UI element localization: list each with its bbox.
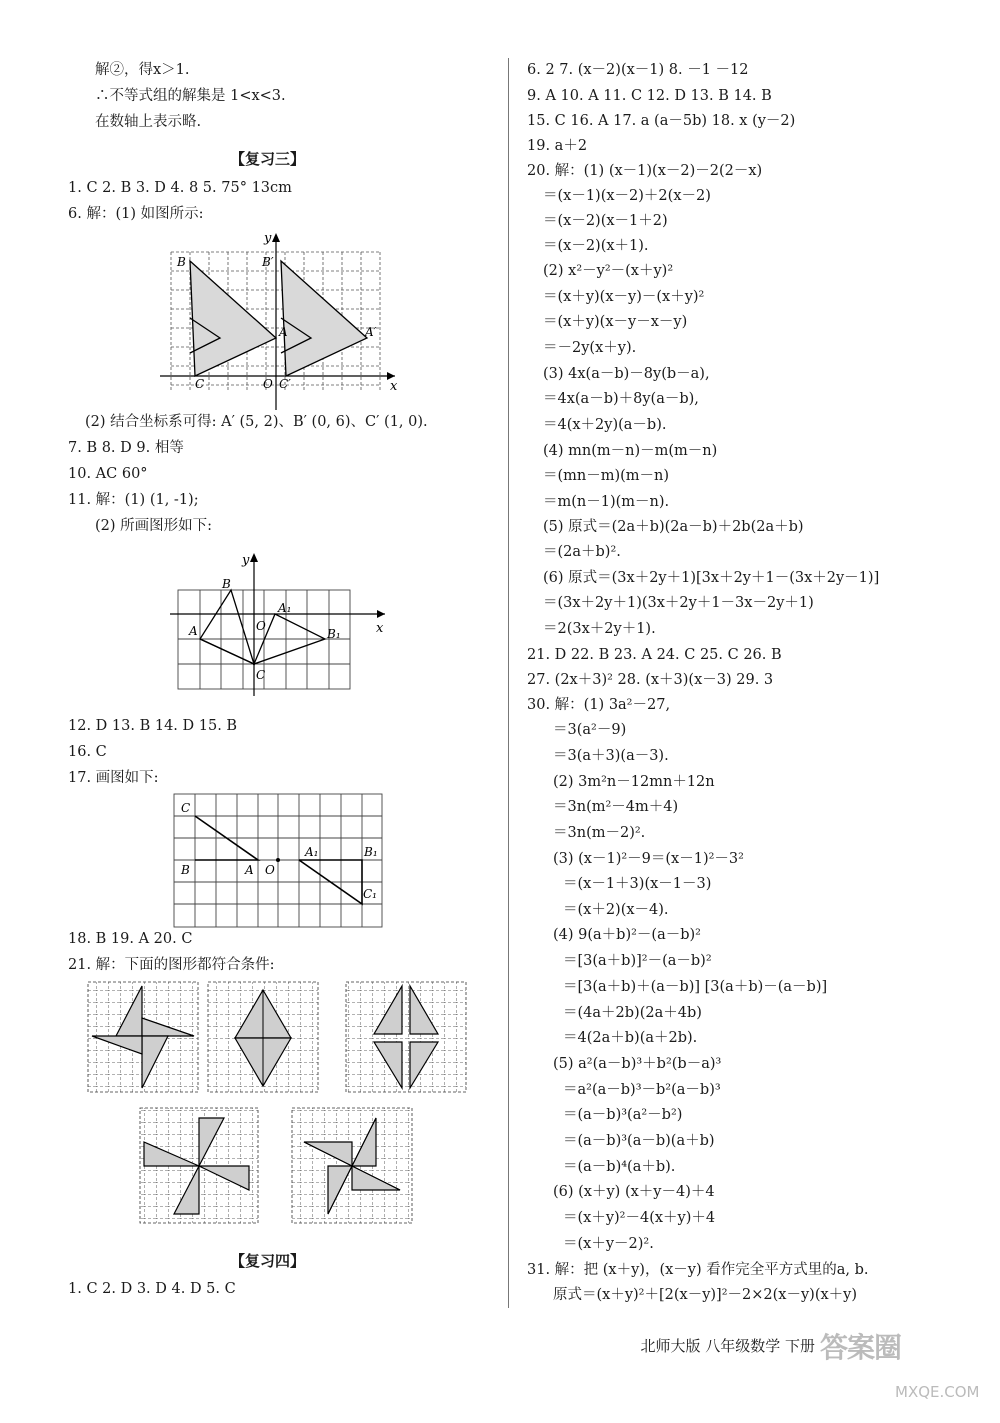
line: (6) (x＋y) (x＋y－4)＋4 xyxy=(553,1184,715,1200)
line: ＝(2a＋b)². xyxy=(543,544,621,560)
point-label: O xyxy=(263,377,273,391)
watermark-site: MXQE.COM xyxy=(895,1383,980,1401)
line: ＝(x＋2)(x－4). xyxy=(563,902,669,918)
axis-label-x: x xyxy=(390,379,398,394)
point-label: A₁ xyxy=(305,845,319,859)
line: ∴不等式组的解集是 1<x<3. xyxy=(95,88,286,104)
point-label: B xyxy=(181,863,190,877)
line: ＝(x＋y)(x－y－x－y) xyxy=(543,314,688,330)
line: ＝4(x＋2y)(a－b). xyxy=(543,417,667,433)
line: ＝(x－2)(x－1＋2) xyxy=(543,213,668,229)
line: 解②，得x＞1. xyxy=(95,62,190,78)
line: (6) 原式＝(3x＋2y＋1)[3x＋2y＋1－(3x＋2y－1)] xyxy=(543,570,880,586)
line: (2) x²－y²－(x＋y)² xyxy=(543,263,674,279)
point-label: C xyxy=(256,668,266,682)
line: 21. 解：下面的图形都符合条件: xyxy=(68,957,275,973)
line: (3) (x－1)²－9＝(x－1)²－3² xyxy=(553,851,744,867)
point-label: A′ xyxy=(365,325,377,339)
line: (4) 9(a＋b)²－(a－b)² xyxy=(553,927,701,943)
line: (4) mn(m－n)－m(m－n) xyxy=(543,443,718,459)
line: ＝3n(m－2)². xyxy=(553,825,646,841)
line: 27. (2x＋3)² 28. (x＋3)(x－3) 29. 3 xyxy=(527,672,774,688)
line: 1. C 2. D 3. D 4. D 5. C xyxy=(68,1281,236,1297)
coordinate-figure-2 xyxy=(170,548,395,700)
page-footer: 北师大版 八年级数学 下册 xyxy=(640,1337,815,1355)
point-label: C xyxy=(181,801,191,815)
line: ＝－2y(x＋y). xyxy=(543,340,637,356)
line: (3) 4x(a－b)－8y(b－a), xyxy=(543,366,710,382)
point-label: C₁ xyxy=(363,887,377,901)
grid-figure-3 xyxy=(172,792,386,930)
line: ＝(x＋y)²－4(x＋y)＋4 xyxy=(563,1210,716,1226)
line: 6. 2 7. (x－2)(x－1) 8. －1 －12 xyxy=(527,62,749,78)
line: 1. C 2. B 3. D 4. 8 5. 75° 13cm xyxy=(68,180,292,196)
line: (2) 3m²n－12mn＋12n xyxy=(553,774,715,790)
point-label: B xyxy=(222,577,231,591)
point-label: C xyxy=(195,377,205,391)
pattern-figures xyxy=(84,978,484,1226)
line: 15. C 16. A 17. a (a－5b) 18. x (y－2) xyxy=(527,113,796,129)
line: ＝m(n－1)(m－n). xyxy=(543,494,670,510)
point-label: O xyxy=(256,619,266,633)
line: 21. D 22. B 23. A 24. C 25. C 26. B xyxy=(527,647,782,663)
line: 16. C xyxy=(68,744,107,760)
axis-label-y: y xyxy=(242,553,250,568)
point-label: C′ xyxy=(279,377,291,391)
point-label: A xyxy=(245,863,254,877)
point-label: B₁ xyxy=(327,627,341,641)
line: ＝2(3x＋2y＋1). xyxy=(543,621,656,637)
line: 17. 画图如下: xyxy=(68,770,159,786)
line: ＝3n(m²－4m＋4) xyxy=(553,799,679,815)
column-divider xyxy=(508,58,509,1308)
line: 7. B 8. D 9. 相等 xyxy=(68,440,184,456)
line: ＝(x－1)(x－2)＋2(x－2) xyxy=(543,188,711,204)
line: 10. AC 60° xyxy=(68,466,148,482)
point-label: A xyxy=(279,325,288,339)
line: ＝(x＋y－2)². xyxy=(563,1236,654,1252)
line: ＝[3(a＋b)＋(a－b)] [3(a＋b)－(a－b)] xyxy=(563,979,828,995)
line: 31. 解：把 (x＋y)，(x－y) 看作完全平方式里的a, b. xyxy=(527,1262,869,1278)
section-heading: 【复习三】 xyxy=(230,150,306,168)
line: ＝4(2a＋b)(a＋2b). xyxy=(563,1030,698,1046)
line: ＝4x(a－b)＋8y(a－b), xyxy=(543,391,699,407)
line: ＝(a－b)³(a²－b²) xyxy=(563,1107,683,1123)
line: 30. 解：(1) 3a²－27, xyxy=(527,697,671,713)
line: (2) 所画图形如下: xyxy=(95,518,213,534)
line: ＝(4a＋2b)(2a＋4b) xyxy=(563,1005,702,1021)
line: 原式＝(x＋y)²＋[2(x－y)]²－2×2(x－y)(x＋y) xyxy=(553,1287,857,1303)
line: 18. B 19. A 20. C xyxy=(68,931,193,947)
line: 19. a＋2 xyxy=(527,138,588,154)
line: ＝(mn－m)(m－n) xyxy=(543,468,670,484)
line: (5) 原式＝(2a＋b)(2a－b)＋2b(2a＋b) xyxy=(543,519,804,535)
line: 9. A 10. A 11. C 12. D 13. B 14. B xyxy=(527,88,772,104)
point-label: A₁ xyxy=(278,601,292,615)
point-label: A xyxy=(189,624,198,638)
coordinate-figure-1 xyxy=(155,228,405,413)
line: 6. 解：(1) 如图所示: xyxy=(68,206,204,222)
line: 在数轴上表示略. xyxy=(95,114,202,130)
line: ＝(x＋y)(x－y)－(x＋y)² xyxy=(543,289,705,305)
line: (2) 结合坐标系可得: A′ (5, 2)、B′ (0, 6)、C′ (1, 0). xyxy=(85,414,428,430)
line: ＝(x－2)(x＋1). xyxy=(543,238,649,254)
line: 11. 解：(1) (1, -1); xyxy=(68,492,199,508)
point-label: B xyxy=(177,255,186,269)
line: ＝(x－1＋3)(x－1－3) xyxy=(563,876,712,892)
watermark-logo: 答案圈 xyxy=(820,1331,902,1364)
line: 12. D 13. B 14. D 15. B xyxy=(68,718,238,734)
line: ＝[3(a＋b)]²－(a－b)² xyxy=(563,953,712,969)
line: ＝(a－b)⁴(a＋b). xyxy=(563,1159,676,1175)
line: ＝3(a＋3)(a－3). xyxy=(553,748,669,764)
line: ＝(3x＋2y＋1)(3x＋2y＋1－3x－2y＋1) xyxy=(543,595,814,611)
line: ＝(a－b)³(a－b)(a＋b) xyxy=(563,1133,715,1149)
axis-label-x: x xyxy=(376,621,384,636)
section-heading: 【复习四】 xyxy=(230,1252,306,1270)
point-label: B′ xyxy=(262,255,274,269)
line: 20. 解：(1) (x－1)(x－2)－2(2－x) xyxy=(527,163,763,179)
point-label: B₁ xyxy=(364,845,378,859)
point-label: O xyxy=(265,863,275,877)
line: ＝a²(a－b)³－b²(a－b)³ xyxy=(563,1082,721,1098)
line: (5) a²(a－b)³＋b²(b－a)³ xyxy=(553,1056,722,1072)
axis-label-y: y xyxy=(264,231,272,246)
line: ＝3(a²－9) xyxy=(553,722,627,738)
